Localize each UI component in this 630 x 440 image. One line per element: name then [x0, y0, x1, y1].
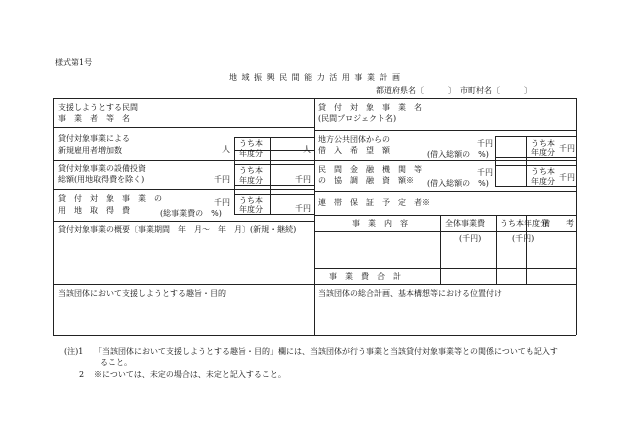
local-loan-sub-label: うち本 [531, 139, 555, 148]
employment-label: 貸付対象事業による [58, 134, 130, 143]
capex-unit: 千円 [214, 175, 230, 184]
cofinancing-unit: 千円 [477, 168, 493, 177]
note-1: 「当該団体において支援しようとする趣旨・目的」欄には、当該団体が行う事業と当該貸付対象事業等との関係についても記入す [94, 347, 558, 356]
capex-label-2: 総額(用地取得費を除く) [58, 175, 145, 184]
local-loan-label: 地方公共団体からの [318, 135, 390, 144]
support-purpose-label: 当該団体において支援しようとする趣旨・目的 [58, 289, 226, 298]
cofinancing-ratio: (借入総額の %) [427, 179, 489, 188]
support-entity-label-2: 事 業 者 等 名 [58, 114, 130, 123]
land-cost-ratio: (総事業費の %) [160, 209, 222, 218]
note-2: ※については、未定の場合は、未定と記入すること。 [94, 370, 286, 379]
note-prefix: (注)1 [64, 347, 84, 356]
land-cost-label: 貸 付 対 象 事 業 の [58, 194, 162, 203]
local-loan-ratio: (借入総額の %) [427, 150, 489, 159]
land-cost-label-2: 用 地 取 得 費 [58, 206, 130, 215]
local-loan-sub-label-2: 年度分 [531, 148, 555, 157]
capex-sub-unit: 千円 [295, 175, 311, 184]
note-1-continued: ること。 [100, 358, 132, 367]
cofinancing-sub-label: うち本 [531, 167, 555, 176]
col-header-current: うち本年度分 [500, 219, 548, 228]
cofinancing-sub-unit: 千円 [559, 173, 575, 182]
prefecture-municipality-line: 都道府県名〔 〕 市町村名〔 〕 [376, 86, 532, 95]
employment-sub-unit: 人 [303, 145, 311, 154]
cofinancing-sub-label-2: 年度分 [531, 177, 555, 186]
employment-sub-label: うち本 [239, 139, 263, 148]
form-title: 地 域 振 興 民 間 能 力 活 用 事 業 計 画 [228, 73, 402, 82]
unit-total: (千円) [459, 234, 482, 243]
support-entity-label: 支援しようとする民間 [58, 103, 138, 112]
land-sub-label-2: 年度分 [239, 205, 263, 214]
unit-current: (千円) [512, 234, 535, 243]
capex-sub-label: うち本 [239, 166, 263, 175]
cofinancing-label: 民 間 金 融 機 関 等 [318, 165, 422, 174]
col-header-remarks: 備 考 [542, 219, 574, 228]
land-sub-unit: 千円 [295, 204, 311, 213]
local-loan-label-2: 借 入 希 望 額 [318, 146, 390, 155]
cost-total-label: 事 業 費 合 計 [329, 272, 401, 281]
form-number: 様式第1号 [55, 58, 93, 67]
project-name-label: 貸 付 対 象 事 業 名 [318, 103, 422, 112]
col-header-total: 全体事業費 [445, 219, 485, 228]
project-name-label-2: (民間プロジェクト名) [318, 114, 397, 123]
land-cost-unit: 千円 [214, 198, 230, 207]
col-header-content: 事 業 内 容 [352, 219, 408, 228]
capex-sub-label-2: 年度分 [239, 176, 263, 185]
employment-label-2: 新規雇用者増加数 [58, 146, 122, 155]
employment-unit: 人 [222, 145, 230, 154]
cofinancing-label-2: の 協 調 融 資 額※ [318, 176, 414, 185]
project-overview-label: 貸付対象事業の概要〔事業期間 年 月～ 年 月〕(新規・継続) [58, 225, 297, 234]
note-2-number: 2 [79, 370, 85, 379]
capex-label: 貸付対象事業の設備投資 [58, 164, 146, 173]
employment-sub-label-2: 年度分 [239, 149, 263, 158]
local-loan-unit: 千円 [477, 139, 493, 148]
guarantor-label: 連 帯 保 証 予 定 者※ [318, 198, 430, 207]
land-sub-label: うち本 [239, 196, 263, 205]
plan-position-label: 当該団体の総合計画、基本構想等における位置付け [318, 289, 502, 298]
local-loan-sub-unit: 千円 [559, 144, 575, 153]
